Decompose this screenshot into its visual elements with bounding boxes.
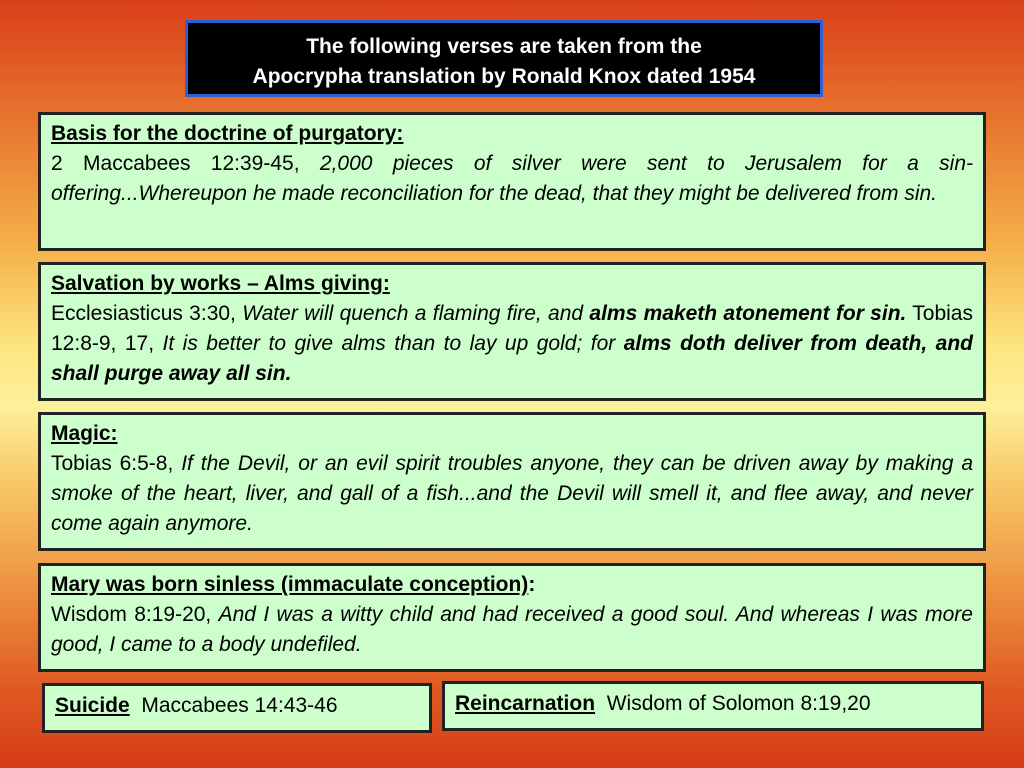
suicide-heading: Suicide: [55, 694, 130, 717]
reincarnation-heading: Reincarnation: [455, 692, 596, 715]
title-banner: [185, 20, 823, 97]
purgatory-box: [38, 112, 986, 251]
mary-quote: And I was a witty child and had received a good soul. And whereas I was more good, I came to a body undefiled.: [51, 603, 973, 656]
magic-ref: Tobias 6:5-8,: [51, 452, 182, 475]
title-line-2: Apocrypha translation by Ronald Knox dated 1954: [252, 65, 756, 88]
mary-box: [38, 563, 986, 672]
suicide-box: [42, 683, 432, 733]
purgatory-quote: 2,000 pieces of silver were sent to Jerusalem for a sin-offering...Whereupon he made reconciliation for the dead, that they might be delivered from sin.: [51, 152, 974, 205]
works-quote-2: It is better to give alms than to lay up gold; for: [162, 332, 624, 355]
suicide-ref: Maccabees 14:43-46: [141, 694, 338, 717]
works-quote-1-bold: alms maketh atonement for sin.: [589, 302, 907, 325]
works-quote-2-bold: alms doth deliver from death, and shall purge away all sin.: [51, 332, 974, 385]
purgatory-ref: 2 Maccabees 12:39-45,: [51, 152, 320, 175]
works-ref-2: Tobias 12:8-9, 17,: [51, 302, 973, 355]
mary-heading-colon: :: [528, 573, 536, 596]
mary-ref: Wisdom 8:19-20,: [51, 603, 219, 626]
purgatory-heading: Basis for the doctrine of purgatory:: [51, 122, 404, 145]
magic-heading: Magic:: [51, 422, 118, 445]
magic-quote: If the Devil, or an evil spirit troubles anyone, they can be driven away by making a smoke of the heart, liver, and gall of a fish...and the Devil will smell it, and flee away, and never come again anymore.: [51, 452, 974, 535]
reincarnation-box: [442, 681, 984, 731]
reincarnation-ref: Wisdom of Solomon 8:19,20: [606, 692, 871, 715]
title-line-1: The following verses are taken from the: [306, 35, 702, 58]
works-ref-1: Ecclesiasticus 3:30,: [51, 302, 243, 325]
magic-box: [38, 412, 986, 551]
mary-heading: Mary was born sinless (immaculate conception): [51, 573, 529, 596]
works-box: [38, 262, 986, 401]
works-heading: Salvation by works – Alms giving:: [51, 272, 390, 295]
works-quote-1: Water will quench a flaming fire, and: [242, 302, 590, 325]
